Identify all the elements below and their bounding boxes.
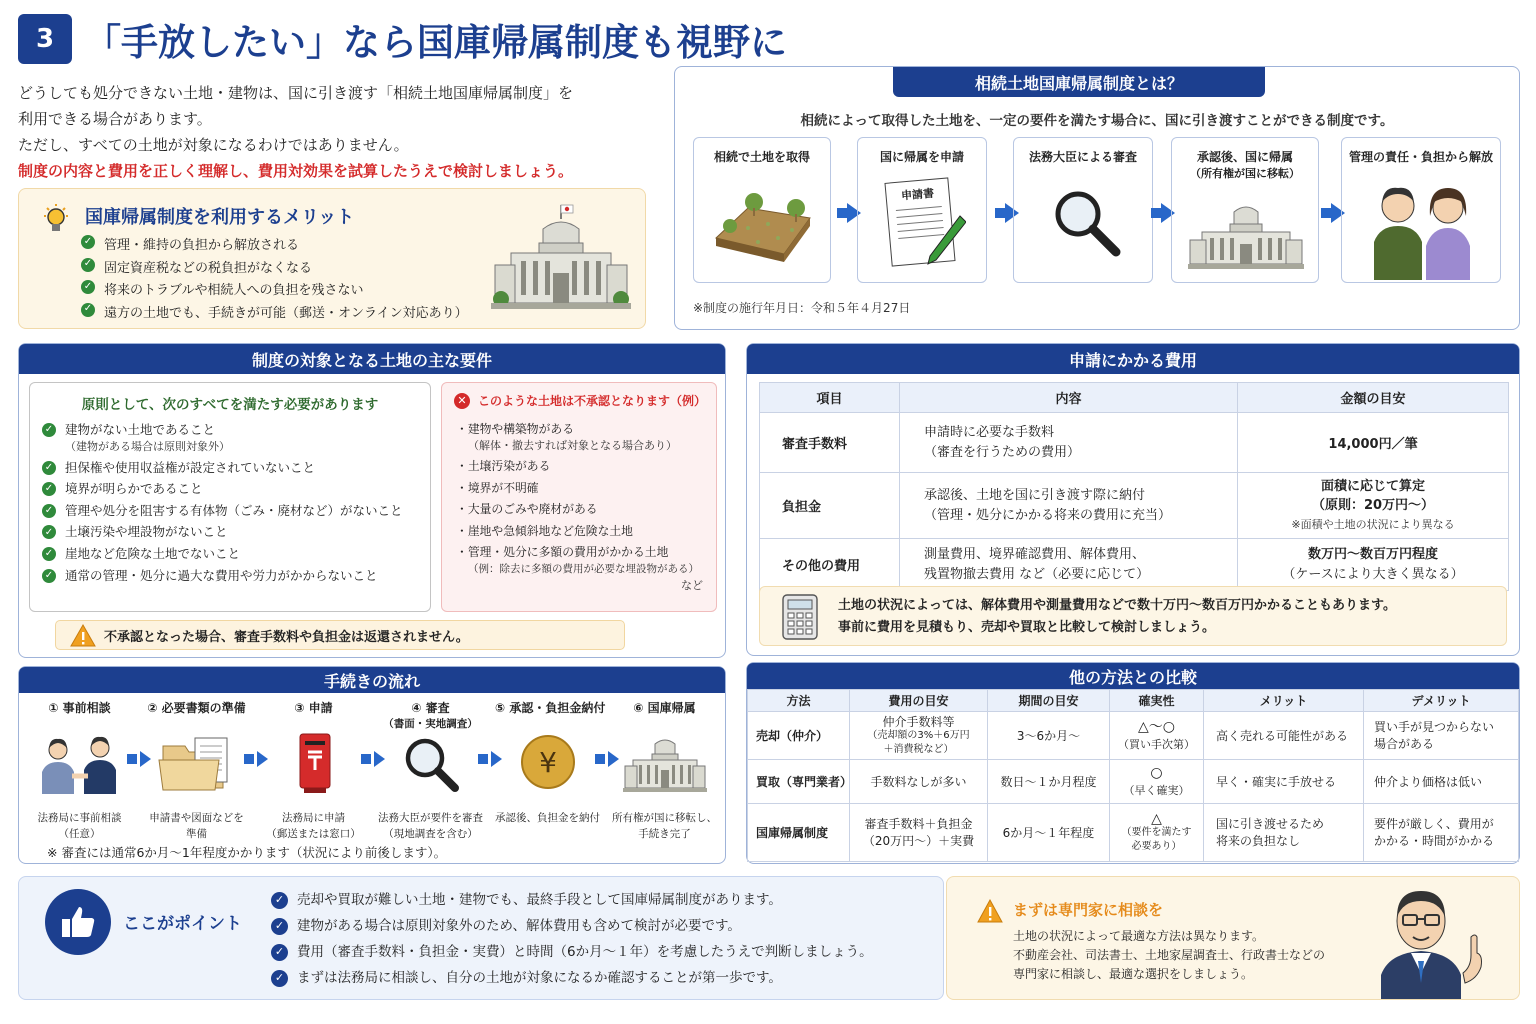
mailbox-icon bbox=[261, 732, 366, 796]
point-item: ✓ まずは法務局に相談し、自分の土地が対象になるか確認することが第一歩です。 bbox=[271, 965, 873, 991]
national-building-icon bbox=[1188, 200, 1304, 270]
merit-item: ✓ 管理・維持の負担から解放される bbox=[81, 235, 468, 258]
requirement-item: ✓ 管理や処分を阻害する有体物（ごみ・廃材など）がないこと bbox=[42, 500, 403, 522]
intro-line: 利用できる場合があります。 bbox=[18, 110, 212, 128]
flow-title: 手続きの流れ bbox=[19, 667, 725, 693]
check-icon: ✓ bbox=[42, 423, 56, 437]
check-icon: ✓ bbox=[271, 970, 288, 987]
costs-table bbox=[759, 382, 1509, 591]
requirements-ok-box: 原則として、次のすべてを満たす必要があります ✓ 建物がない土地であること （建物がある場合は原則対象外） ✓ 担保権や使用収益権が設定されていないこと ✓ 境界が明らかであること ✓ 管理や処分を阻害する有体物（ごみ・廃材など）がないこと ✓ 土壌汚染や埋設物がないこと ✓ 崖地など危険な土地でないこと ✓ 通常の管理・処分に過大な費用や労力がかからないこと bbox=[29, 382, 431, 612]
expert-line: 不動産会社、司法書士、土地家屋調査士、行政書士などの bbox=[1013, 948, 1326, 962]
costs-note: 土地の状況によっては、解体費用や測量費用などで数十万円〜数百万円かかることもあります。 bbox=[838, 598, 1396, 613]
lightbulb-icon bbox=[41, 203, 71, 237]
warning-icon bbox=[977, 899, 1003, 923]
table-row: 審査手数料 申請時に必要な手数料 （審査を行うための費用） 14,000円／筆 bbox=[760, 413, 1509, 473]
ng-item: ・管理・処分に多額の費用がかかる土地 （例：除去に多額の費用が必要な埋設物がある） bbox=[456, 545, 699, 576]
check-icon: ✓ bbox=[81, 258, 95, 272]
merit-box bbox=[18, 188, 646, 329]
requirement-item: ✓ 土壌汚染や埋設物がないこと bbox=[42, 521, 403, 543]
table-header: 金額の目安 bbox=[1238, 383, 1509, 413]
calculator-icon bbox=[782, 594, 818, 640]
pen-icon bbox=[924, 214, 966, 268]
about-step-5: 管理の責任・負担から解放 bbox=[1341, 137, 1501, 283]
table-header: 方法 bbox=[748, 690, 850, 712]
application-document-icon: 申請書 bbox=[884, 177, 955, 266]
requirements-ng-box bbox=[441, 382, 717, 612]
intro-emphasis: 制度の内容と費用を正しく理解し、費用対効果を試算したうえで検討しましょう。 bbox=[18, 162, 574, 180]
table-row: 買取（専門業者） 手数料なしが多い 数日〜１か月程度 ○ （早く確実） 早く・確実に手放せる 仲介より価格は低い bbox=[748, 760, 1519, 804]
requirement-item: ✓ 担保権や使用収益権が設定されていないこと bbox=[42, 457, 403, 479]
about-step-1: 相続で土地を取得 bbox=[693, 137, 831, 283]
about-step-4: 承認後、国に帰属 （所有権が国に移転） bbox=[1171, 137, 1319, 283]
check-icon: ✓ bbox=[42, 569, 56, 583]
merit-item: ✓ 将来のトラブルや相続人への負担を残さない bbox=[81, 280, 468, 303]
requirement-item: ✓ 境界が明らかであること bbox=[42, 478, 403, 500]
svg-text:¥: ¥ bbox=[538, 746, 557, 779]
check-icon: ✓ bbox=[42, 504, 56, 518]
relieved-couple-icon bbox=[1360, 176, 1486, 280]
folder-documents-icon bbox=[144, 732, 249, 796]
flow-note: ※ 審査には通常6か月〜1年程度かかります（状況により前後します）。 bbox=[47, 845, 447, 860]
about-title: 相続土地国庫帰属制度とは？ bbox=[893, 67, 1265, 97]
table-row: その他の費用 測量費用、境界確認費用、解体費用、 残置物撤去費用 など（必要に応じて） 数万円〜数百万円程度 （ケースにより大きく異なる） bbox=[760, 539, 1509, 591]
requirements-panel bbox=[18, 343, 726, 658]
point-item: ✓ 費用（審査手数料・負担金・実費）と時間（6か月〜１年）を考慮したうえで判断しましょう。 bbox=[271, 939, 873, 965]
table-header: 内容 bbox=[900, 383, 1238, 413]
magnifier-icon bbox=[1048, 184, 1124, 260]
consultation-icon bbox=[27, 732, 132, 796]
flow-step-1: ① 事前相談 法務局に事前相談 （任意） bbox=[27, 699, 132, 839]
table-header: メリット bbox=[1204, 690, 1364, 712]
about-step-3: 法務大臣による審査 bbox=[1013, 137, 1153, 283]
table-row: 負担金 承認後、土地を国に引き渡す際に納付 （管理・処分にかかる将来の費用に充当） 面積に応じて算定 （原則：20万円〜） ※面積や土地の状況により異なる bbox=[760, 473, 1509, 539]
national-building-icon bbox=[491, 203, 631, 315]
flow-step-2: ② 必要書類の準備 申請書や図面などを 準備 bbox=[144, 699, 249, 839]
thumbs-up-icon bbox=[45, 889, 111, 955]
section-number-badge: 3 bbox=[18, 14, 72, 64]
comparison-panel bbox=[746, 662, 1520, 864]
warning-banner: 不承認となった場合、審査手数料や負担金は返還されません。 bbox=[55, 620, 625, 650]
costs-panel bbox=[746, 343, 1520, 656]
check-icon: ✓ bbox=[42, 461, 56, 475]
requirement-item: ✓ 建物がない土地であること （建物がある場合は原則対象外） bbox=[42, 419, 403, 457]
comparison-title: 他の方法との比較 bbox=[747, 663, 1519, 689]
merit-item: ✓ 遠方の土地でも、手続きが可能（郵送・オンライン対応あり） bbox=[81, 303, 468, 326]
check-icon: ✓ bbox=[271, 918, 288, 935]
intro-text bbox=[18, 80, 658, 184]
about-step-2: 国に帰属を申請 申請書 bbox=[857, 137, 987, 283]
about-description: 相続によって取得した土地を、一定の要件を満たす場合に、国に引き渡すことができる制度です。 bbox=[800, 113, 1394, 129]
expert-box bbox=[946, 876, 1520, 1000]
check-icon: ✓ bbox=[81, 280, 95, 294]
flow-step-6: ⑥ 国庫帰属 所有権が国に移転し、 手続き完了 bbox=[612, 701, 717, 840]
check-icon: ✓ bbox=[42, 525, 56, 539]
ng-item: ・大量のごみや廃材がある bbox=[456, 502, 598, 517]
warning-icon bbox=[70, 624, 96, 647]
magnifier-icon bbox=[378, 732, 483, 796]
costs-note: 事前に費用を見積もり、売却や買取と比較して検討しましょう。 bbox=[838, 620, 1216, 635]
ng-item: ・土壌汚染がある bbox=[456, 459, 551, 474]
land-plot-icon bbox=[708, 186, 818, 268]
intro-line: ただし、すべての土地が対象になるわけではありません。 bbox=[18, 136, 409, 154]
flow-step-3: ③ 申請 法務局に申請 （郵送または窓口） bbox=[261, 699, 366, 839]
merit-title: 国庫帰属制度を利用するメリット bbox=[85, 207, 355, 228]
national-building-icon bbox=[612, 732, 717, 796]
requirement-item: ✓ 崖地など危険な土地でないこと bbox=[42, 543, 403, 565]
costs-title: 申請にかかる費用 bbox=[747, 344, 1519, 374]
point-title: ここがポイント bbox=[123, 914, 242, 934]
yen-coin-icon bbox=[495, 732, 600, 796]
expert-line: 専門家に相談し、最適な選択をしましょう。 bbox=[1013, 967, 1254, 981]
page-title: 「手放したい」なら国庫帰属制度も視野に bbox=[84, 21, 787, 64]
table-header: 確実性 bbox=[1110, 690, 1204, 712]
ng-item: ・建物や構築物がある （解体・撤去すれば対象となる場合あり） bbox=[456, 422, 677, 453]
flow-step-5: ⑤ 承認・負担金納付 ¥ 承認後、負担金を納付 bbox=[495, 701, 606, 824]
check-icon: ✓ bbox=[42, 482, 56, 496]
ng-title: このような土地は不承認となります（例） bbox=[478, 394, 707, 408]
check-icon: ✓ bbox=[271, 892, 288, 909]
cross-icon: ✕ bbox=[454, 393, 470, 409]
requirement-item: ✓ 通常の管理・処分に過大な費用や労力がかからないこと bbox=[42, 565, 403, 587]
check-icon: ✓ bbox=[81, 303, 95, 317]
flow-panel bbox=[18, 666, 726, 864]
intro-line: どうしても処分できない土地・建物は、国に引き渡す「相続土地国庫帰属制度」を bbox=[18, 84, 574, 102]
table-row: 国庫帰属制度 審査手数料＋負担金 （20万円〜）＋実費 6か月〜１年程度 △ （要件を満たす 必要あり） 国に引き渡せるため 将来の負担なし 要件が厳しく、費用が かかる・時間がかかる bbox=[748, 804, 1519, 862]
ng-tail: など bbox=[681, 579, 703, 593]
about-note: ※制度の施行年月日：令和５年４月27日 bbox=[693, 301, 911, 315]
expert-line: 土地の状況によって最適な方法は異なります。 bbox=[1013, 929, 1265, 943]
costs-note-box bbox=[759, 586, 1507, 646]
check-icon: ✓ bbox=[42, 547, 56, 561]
about-panel bbox=[674, 66, 1520, 330]
ng-item: ・崖地や急傾斜地など危険な土地 bbox=[456, 523, 633, 538]
point-box bbox=[18, 876, 944, 1000]
ng-item: ・境界が不明確 bbox=[456, 480, 539, 495]
check-icon: ✓ bbox=[271, 944, 288, 961]
table-header: 期間の目安 bbox=[988, 690, 1110, 712]
point-item: ✓ 建物がある場合は原則対象外のため、解体費用も含めて検討が必要です。 bbox=[271, 913, 873, 939]
table-header: 費用の目安 bbox=[850, 690, 988, 712]
table-header: 項目 bbox=[760, 383, 900, 413]
flow-step-4: ④ 審査 （書面・実地調査） 法務大臣が要件を審査 （現地調査を含む） bbox=[378, 701, 483, 840]
merit-item: ✓ 固定資産税などの税負担がなくなる bbox=[81, 258, 468, 281]
table-row: 売却（仲介） 仲介手数料等 （売却額の3%＋6万円 ＋消費税など） 3〜6か月〜 △〜○ （買い手次第） 高く売れる可能性がある 買い手が見つからない 場合がある bbox=[748, 712, 1519, 760]
check-icon: ✓ bbox=[81, 235, 95, 249]
comparison-table bbox=[747, 689, 1519, 862]
expert-title: まずは専門家に相談を bbox=[1013, 901, 1164, 919]
table-header: デメリット bbox=[1364, 690, 1519, 712]
point-item: ✓ 売却や買取が難しい土地・建物でも、最終手段として国庫帰属制度があります。 bbox=[271, 887, 873, 913]
expert-advisor-icon bbox=[1359, 883, 1499, 999]
requirements-title: 制度の対象となる土地の主な要件 bbox=[19, 344, 725, 374]
